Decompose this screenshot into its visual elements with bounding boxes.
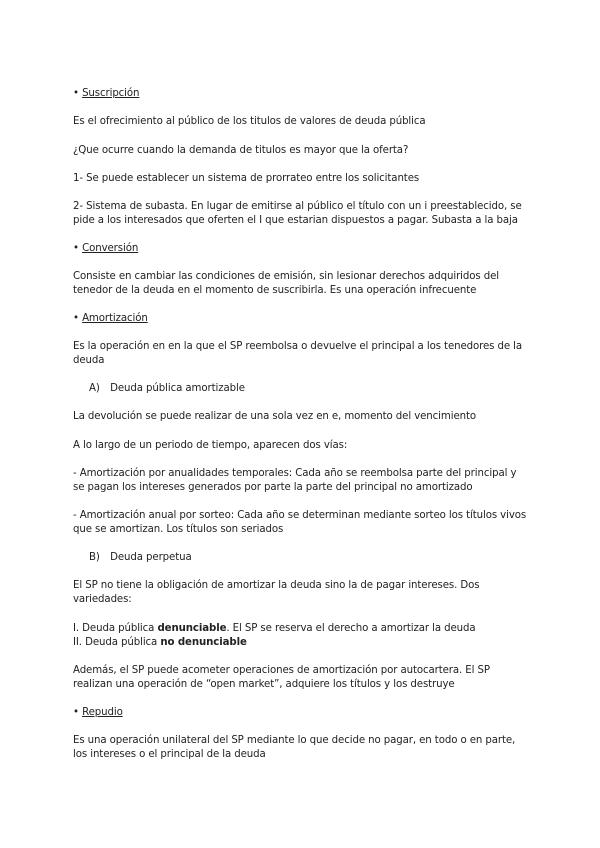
paragraph: que se amortizan. Los títulos son seriados — [73, 524, 284, 535]
list-marker: A) — [89, 383, 100, 394]
section-heading-repudio — [73, 706, 123, 720]
paragraph: variedades: — [73, 594, 132, 605]
heading-text: Repudio — [82, 707, 123, 718]
section-heading-amortizacion — [73, 312, 148, 326]
paragraph: deuda — [73, 355, 105, 366]
section-heading-suscripcion — [73, 87, 139, 101]
paragraph: La devolución se puede realizar de una sola vez en e, momento del vencimiento — [73, 411, 477, 422]
bullet: • — [73, 707, 79, 718]
list-item-denunciable — [73, 622, 476, 636]
list-marker: B) — [89, 552, 100, 563]
heading-text: Suscripción — [82, 88, 140, 99]
paragraph: tenedor de la deuda en el momento de suscribirla. Es una operación infrecuente — [73, 285, 477, 296]
subheading-deuda-amortizable — [89, 382, 245, 396]
item-text: II. Deuda pública — [73, 637, 161, 648]
item-bold-text: denunciable — [157, 623, 227, 634]
heading-text: Amortización — [82, 313, 148, 324]
item-bold-text: no denunciable — [160, 637, 247, 648]
paragraph: pide a los interesados que oferten el I que estarian dispuestos a pagar. Subasta a la baja — [73, 215, 518, 226]
heading-text: Conversión — [82, 243, 139, 254]
paragraph: Es la operación en en la que el SP reembolsa o devuelve el principal a los tenedores de la — [73, 341, 523, 352]
subheading-text: Deuda perpetua — [110, 552, 192, 563]
subheading-text: Deuda pública amortizable — [110, 383, 245, 394]
bullet: • — [73, 313, 79, 324]
paragraph: los intereses o el principal de la deuda — [73, 749, 266, 760]
paragraph: A lo largo de un periodo de tiempo, aparecen dos vías: — [73, 440, 348, 451]
item-text: . El SP se reserva el derecho a amortizar la deuda — [226, 623, 476, 634]
paragraph: El SP no tiene la obligación de amortizar la deuda sino la de pagar intereses. Dos — [73, 580, 480, 591]
paragraph: realizan una operación de “open market”, adquiere los títulos y los destruye — [73, 679, 455, 690]
paragraph: Consiste en cambiar las condiciones de emisión, sin lesionar derechos adquiridos del — [73, 271, 500, 282]
bullet: • — [73, 88, 79, 99]
item-text: I. Deuda pública — [73, 623, 158, 634]
bullet: • — [73, 243, 79, 254]
list-item-no-denunciable — [73, 636, 247, 650]
subheading-deuda-perpetua — [89, 551, 192, 565]
paragraph: se pagan los intereses generados por parte la parte del principal no amortizado — [73, 482, 473, 493]
paragraph: Es una operación unilateral del SP mediante lo que decide no pagar, en todo o en parte, — [73, 735, 516, 746]
section-heading-conversion — [73, 242, 138, 256]
paragraph: 1- Se puede establecer un sistema de prorrateo entre los solicitantes — [73, 173, 420, 184]
paragraph: Además, el SP puede acometer operaciones de amortización por autocartera. El SP — [73, 665, 490, 676]
paragraph: Es el ofrecimiento al público de los titulos de valores de deuda pública — [73, 116, 426, 127]
paragraph: ¿Que ocurre cuando la demanda de titulos es mayor que la oferta? — [73, 145, 409, 156]
paragraph: - Amortización anual por sorteo: Cada año se determinan mediante sorteo los títulos vivos — [73, 510, 527, 521]
paragraph: 2- Sistema de subasta. En lugar de emitirse al público el título con un i preestablecido, se — [73, 201, 522, 212]
paragraph: - Amortización por anualidades temporales: Cada año se reembolsa parte del principal y — [73, 468, 517, 479]
